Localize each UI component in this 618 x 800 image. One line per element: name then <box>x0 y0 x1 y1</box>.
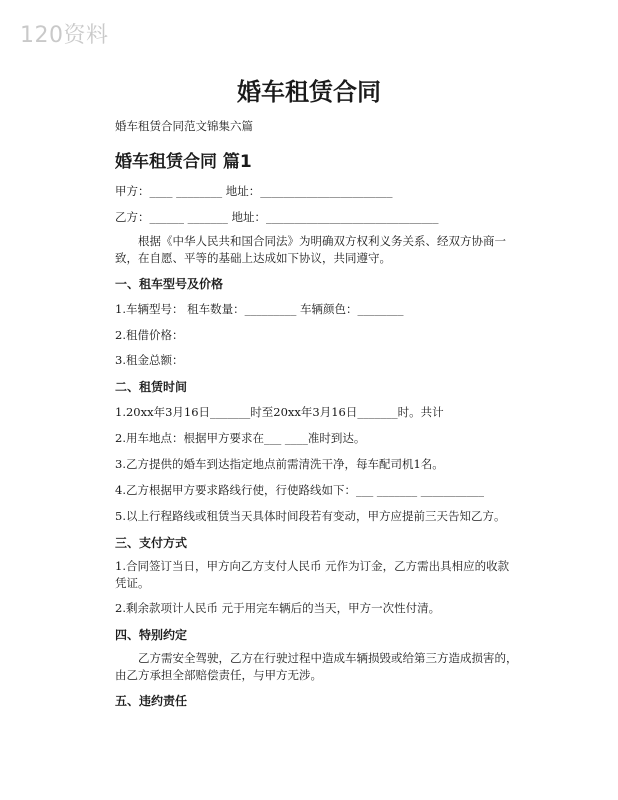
clause-2-item-5: 5.以上行程路线或租赁当天具体时间段若有变动，甲方应提前三天告知乙方。 <box>115 509 506 523</box>
clause-2-item-3: 3.乙方提供的婚车到达指定地点前需清洗干净，每车配司机1名。 <box>115 457 444 471</box>
clause-2-item-4: 4.乙方根据甲方要求路线行使，行使路线如下：___ _______ ___________ <box>115 483 485 497</box>
clause-heading-1: 一、租车型号及价格 <box>115 277 224 291</box>
clause-1-item-3: 3.租金总额： <box>115 353 184 367</box>
clause-1-item-2: 2.租借价格： <box>115 328 184 342</box>
preamble-paragraph: 根据《中华人民共和国合同法》为明确双方权利义务关系、经双方协商一致，在自愿、平等的基础上达成如下协议，共同遵守。 <box>115 234 506 265</box>
clause-1-item-1: 1.车辆型号： 租车数量：_________ 车辆颜色：________ <box>115 302 404 316</box>
clause-2-item-1: 1.20xx年3月16日_______时至20xx年3月16日_______时。共计 <box>115 405 444 419</box>
clause-4-paragraph: 乙方需安全驾驶，乙方在行驶过程中造成车辆损毁或给第三方造成损害的，由乙方承担全部赔偿责任，与甲方无涉。 <box>115 651 518 682</box>
clause-heading-2: 二、租赁时间 <box>115 380 188 394</box>
clause-3-item-1: 1.合同签订当日，甲方向乙方支付人民币 元作为订金，乙方需出具相应的收款凭证。 <box>115 559 510 590</box>
document-title: 婚车租赁合同 <box>237 78 381 106</box>
watermark: 120资料 <box>20 23 109 48</box>
party-a-line: 甲方：____ ________ 地址：_______________________ <box>115 184 393 198</box>
party-b-line: 乙方：______ _______ 地址：______________________________ <box>115 210 439 224</box>
document-subtitle: 婚车租赁合同范文锦集六篇 <box>115 119 253 133</box>
clause-3-item-2: 2.剩余款项计人民币 元于用完车辆后的当天，甲方一次性付清。 <box>115 601 441 615</box>
clause-heading-4: 四、特别约定 <box>115 628 188 642</box>
clause-heading-5: 五、违约责任 <box>115 694 188 708</box>
clause-heading-3: 三、支付方式 <box>115 536 188 550</box>
clause-2-item-2: 2.用车地点：根据甲方要求在___ ____准时到达。 <box>115 431 366 445</box>
section-heading: 婚车租赁合同 篇1 <box>115 152 252 172</box>
